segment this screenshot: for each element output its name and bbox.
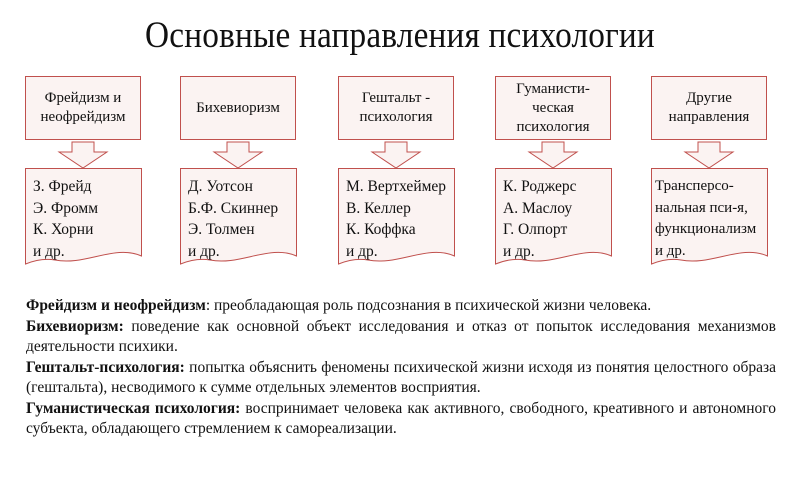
description-paragraph [26, 296, 776, 317]
list-item: и др. [33, 242, 65, 260]
names-box-other [651, 168, 768, 268]
list-item: и др. [346, 242, 378, 260]
header-box-gestalt [338, 76, 454, 140]
description-paragraph [26, 399, 776, 440]
description-text: воспринимает человека как активного, свободного, креативного и автономного субъекта, обладающего стремлением к самореализации. [26, 399, 776, 437]
page-title: Основные направления психологии [145, 15, 655, 56]
header-box-freudism [25, 76, 141, 140]
header-label: Бихевиоризм [196, 99, 280, 116]
header-label: Гештальт - психология [359, 90, 433, 125]
list-item: Г. Олпорт [503, 221, 568, 238]
down-arrow-icon [683, 141, 735, 169]
description-text: поведение как основной объект исследования и отказ от попыток исследования механизмов деятельности психики. [26, 317, 776, 355]
names-box-gestalt [338, 168, 455, 268]
description-paragraph [26, 358, 776, 399]
list-item: К. Коффка [346, 221, 416, 238]
description-term: Гуманистическая психология: [26, 399, 241, 417]
description-term: Гештальт-психология: [26, 358, 185, 376]
header-box-behaviorism [180, 76, 296, 140]
list-item: А. Маслоу [503, 199, 573, 217]
header-label: Гуманисти-ческая психология [516, 80, 590, 135]
down-arrow-icon [527, 141, 579, 169]
names-box-behaviorism [180, 168, 297, 268]
names-box-freudism [25, 168, 142, 268]
list-item: К. Хорни [33, 221, 94, 238]
list-item: К. Роджерс [503, 178, 577, 195]
list-item: М. Вертхеймер [346, 178, 447, 195]
header-box-humanistic [495, 76, 611, 140]
header-box-other [651, 76, 767, 140]
list-item: и др. [188, 242, 220, 260]
down-arrow-icon [370, 141, 422, 169]
list-item: функционализм [655, 221, 757, 237]
description-text: : преобладающая роль подсознания в психической жизни человека. [205, 297, 652, 314]
description-text: попытка объяснить феномены психической жизни исходя из понятия целостного образа (гештальта), несводимого к сумме отдельных элементов восприятия. [26, 358, 776, 396]
list-item: Д. Уотсон [188, 178, 253, 195]
list-item: Трансперсо- [655, 178, 734, 194]
names-box-humanistic [495, 168, 612, 268]
list-item: и др. [503, 242, 535, 260]
names-list [346, 176, 446, 262]
list-item: Э. Толмен [188, 221, 255, 238]
list-item: нальная пси-я, [655, 199, 748, 216]
down-arrow-icon [212, 141, 264, 169]
description-term: Бихевиоризм: [26, 317, 124, 335]
names-list [33, 176, 98, 262]
list-item: З. Фрейд [33, 178, 92, 195]
names-list [503, 176, 577, 262]
description-term: Фрейдизм и неофрейдизм [26, 297, 206, 314]
names-list [188, 176, 278, 262]
list-item: Э. Фромм [33, 199, 99, 217]
list-item: и др. [655, 242, 686, 259]
header-label: Фрейдизм и неофрейдизм [40, 90, 126, 125]
names-list [655, 176, 756, 262]
header-label: Другие направления [668, 90, 750, 125]
list-item: Б.Ф. Скиннер [188, 199, 279, 217]
descriptions [26, 296, 776, 440]
description-paragraph [26, 317, 776, 358]
down-arrow-icon [57, 141, 109, 169]
list-item: В. Келлер [346, 199, 411, 217]
